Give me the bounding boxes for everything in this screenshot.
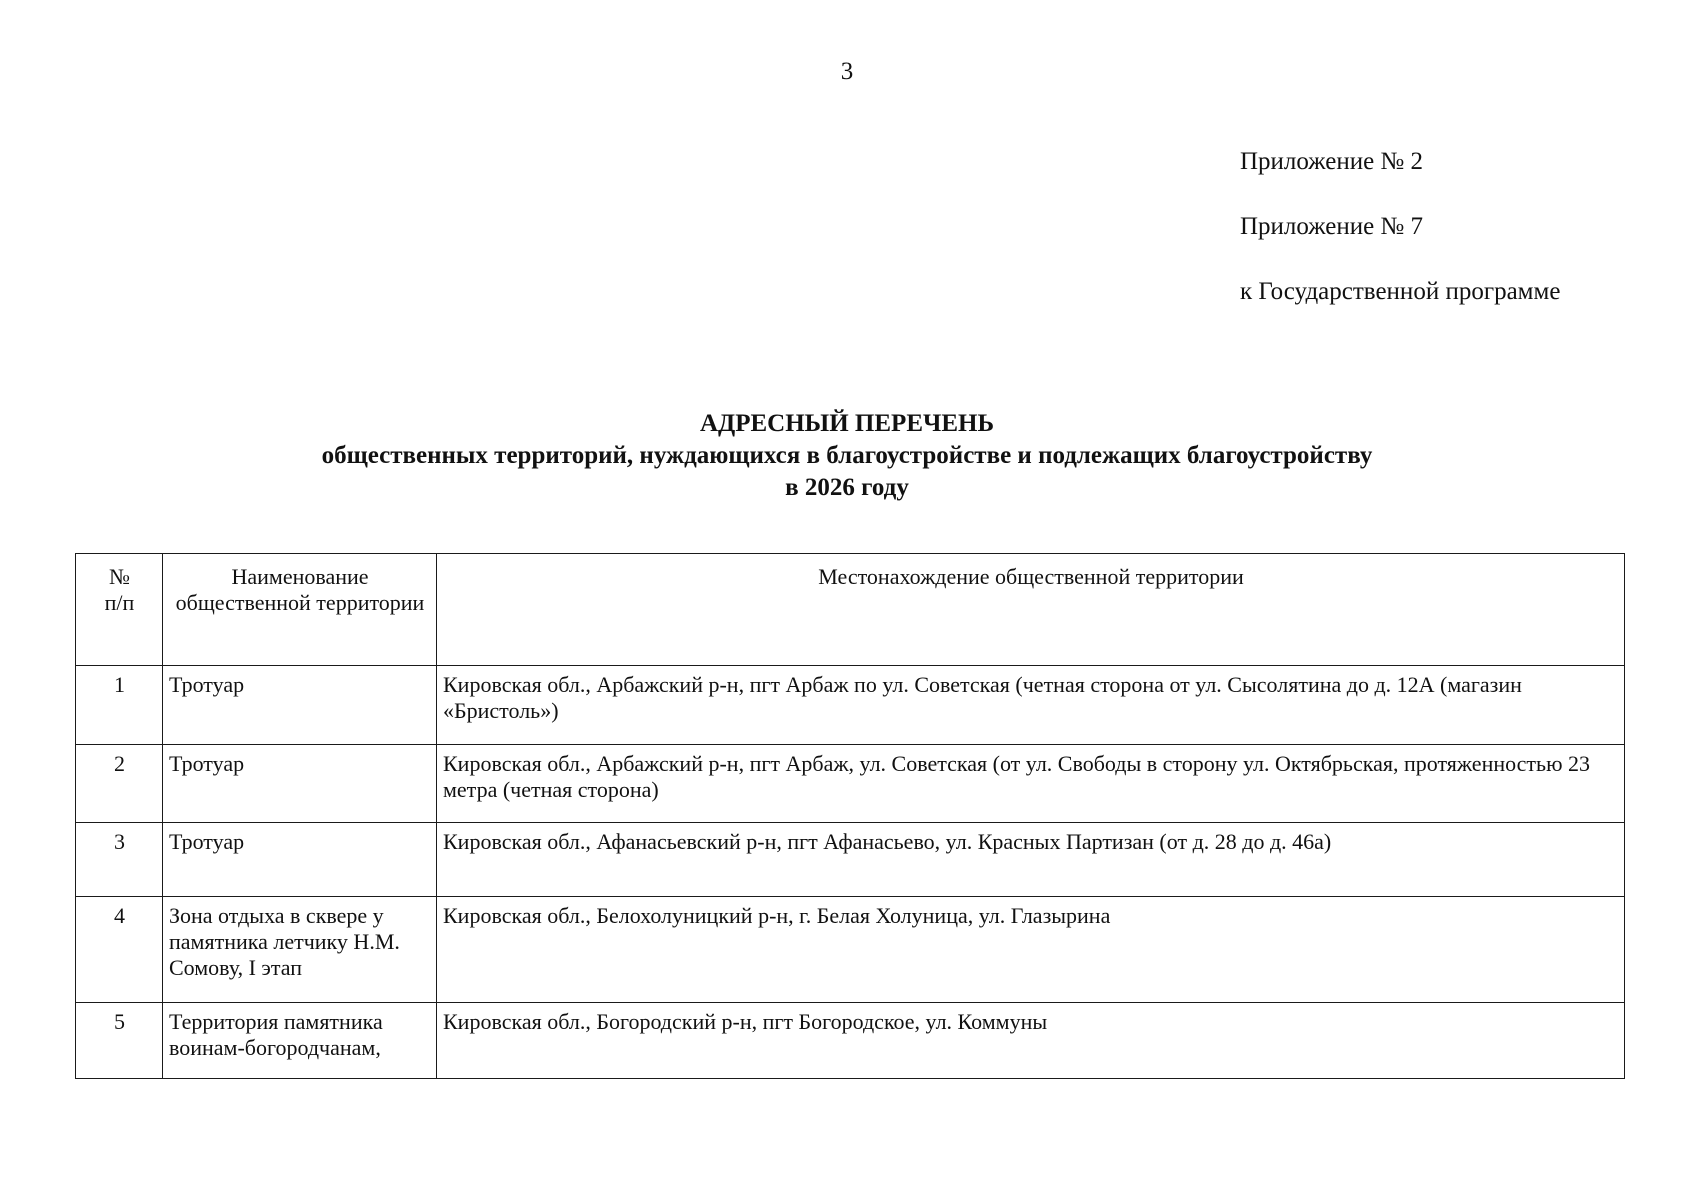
row-location: Кировская обл., Афанасьевский р-н, пгт Афанасьево, ул. Красных Партизан (от д. 28 до д. 46а) [437,823,1625,897]
row-location: Кировская обл., Богородский р-н, пгт Богородское, ул. Коммуны [437,1003,1625,1079]
title-year: в 2026 году [785,474,909,501]
row-number: 1 [76,666,163,745]
page-number: 3 [840,58,854,85]
appendix-line-3: к Государственной программе [1240,278,1561,305]
row-location: Кировская обл., Арбажский р-н, пгт Арбаж, ул. Советская (от ул. Свободы в сторону ул. Октябрьская, протяженностью 23 метра (четная сторона) [437,745,1625,823]
row-number: 3 [76,823,163,897]
document-title [0,408,1694,504]
row-name: Тротуар [163,666,437,745]
row-name: Тротуар [163,823,437,897]
address-list-table [75,553,1625,1079]
header-location: Местонахождение общественной территории [437,554,1625,666]
row-number: 2 [76,745,163,823]
row-number: 4 [76,897,163,1003]
table-row [76,745,1625,823]
appendix-line-1: Приложение № 2 [1240,148,1424,175]
row-location: Кировская обл., Арбажский р-н, пгт Арбаж по ул. Советская (четная сторона от ул. Сысолятина до д. 12А (магазин «Бристоль») [437,666,1625,745]
row-name: Тротуар [163,745,437,823]
appendix-block [1240,146,1560,341]
title-main: АДРЕСНЫЙ ПЕРЕЧЕНЬ [699,410,994,437]
header-number-symbol: № [109,564,130,589]
table-row [76,823,1625,897]
header-number [76,554,163,666]
header-number-abbrev: п/п [104,590,135,615]
row-name: Зона отдыха в сквере у памятника летчику Н.М. Сомову, I этап [163,897,437,1003]
table-row [76,897,1625,1003]
title-subtitle: общественных территорий, нуждающихся в благоустройстве и подлежащих благоустройству [321,442,1373,469]
table-header-row [76,554,1625,666]
row-number: 5 [76,1003,163,1079]
table-row [76,666,1625,745]
table-row [76,1003,1625,1079]
row-location: Кировская обл., Белохолуницкий р-н, г. Белая Холуница, ул. Глазырина [437,897,1625,1003]
header-name: Наименование общественной территории [163,554,437,666]
row-name: Территория памятника воинам-богородчанам, [163,1003,437,1079]
appendix-line-2: Приложение № 7 [1240,213,1424,240]
